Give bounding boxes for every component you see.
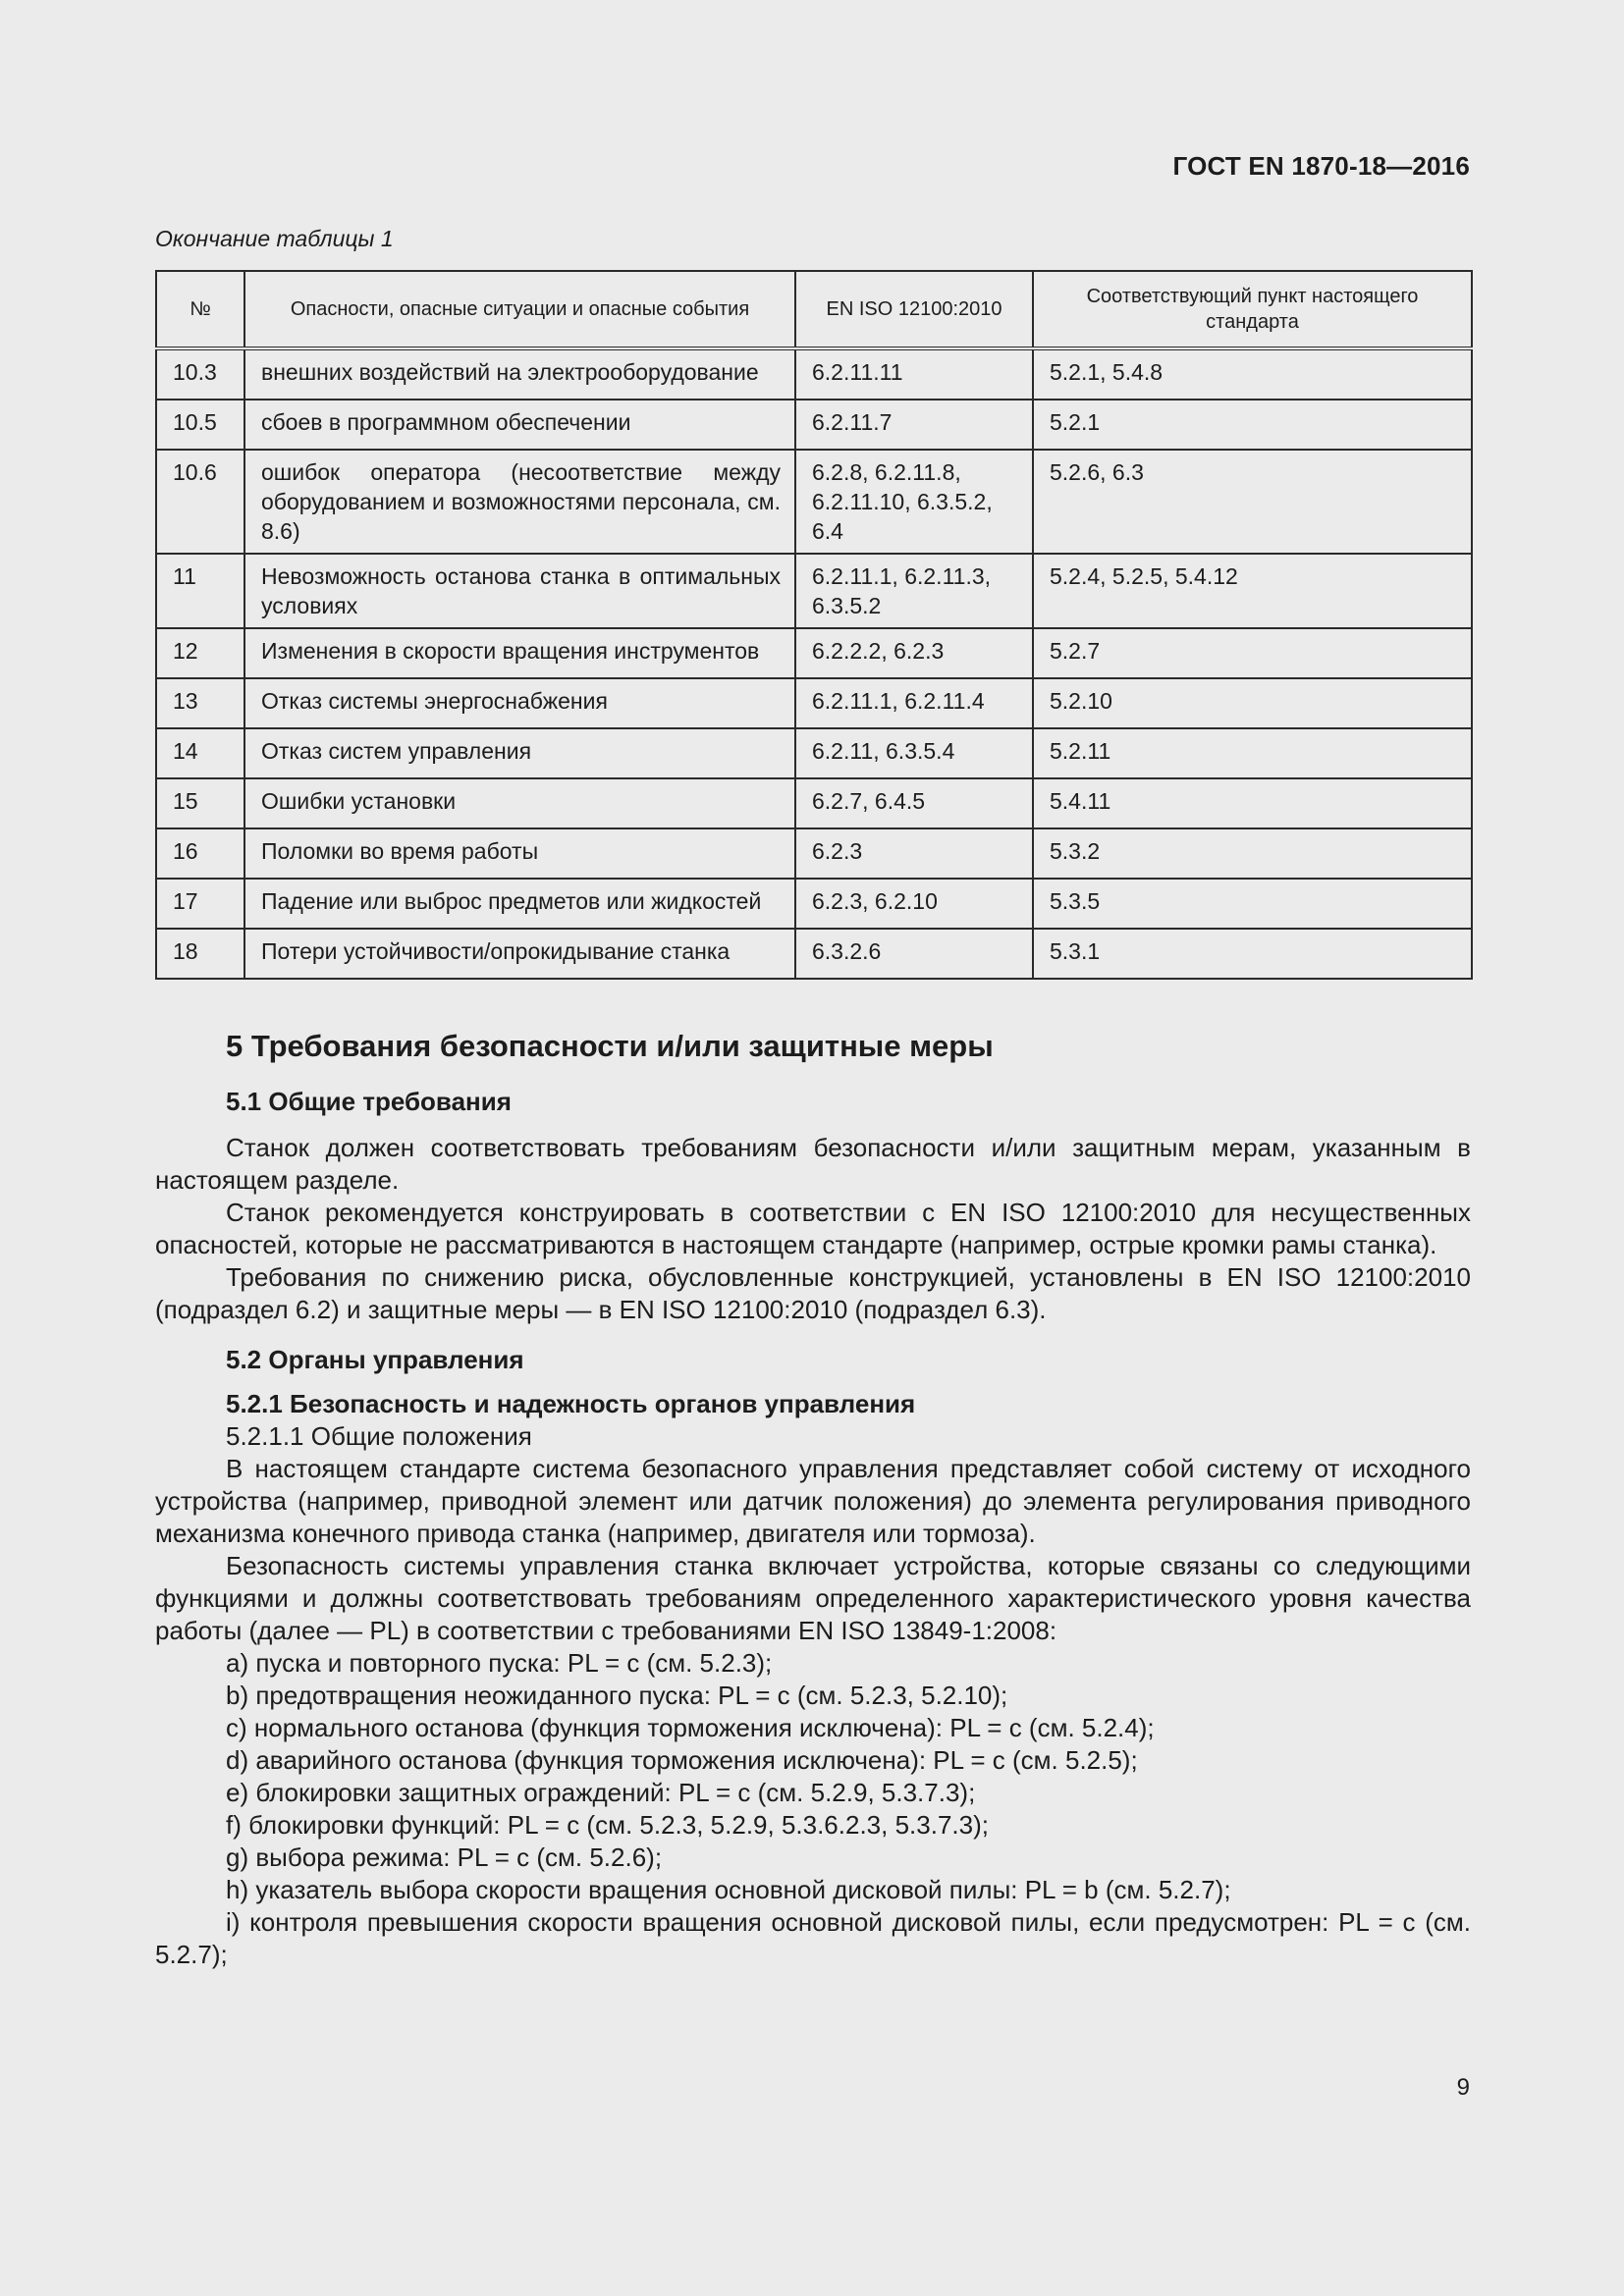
table-row: [156, 450, 1472, 554]
table-header-row: [156, 271, 1472, 348]
table-row: [156, 778, 1472, 828]
cell-clause: 5.2.6, 6.3: [1033, 450, 1472, 554]
cell-en-iso: 6.2.11.11: [795, 348, 1033, 400]
list-item: b) предотвращения неожиданного пуска: PL = с (см. 5.2.3, 5.2.10);: [226, 1681, 1008, 1710]
cell-hazard: Отказ систем управления: [244, 728, 795, 778]
section-5-2-1-1-heading: 5.2.1.1 Общие положения: [226, 1421, 532, 1451]
cell-number: 10.5: [156, 400, 244, 450]
column-header-number: №: [156, 271, 244, 348]
document-code-header: ГОСТ EN 1870-18—2016: [1172, 151, 1470, 181]
cell-number: 13: [156, 678, 244, 728]
cell-clause: 5.3.1: [1033, 929, 1472, 979]
section-5-body: [155, 1027, 1471, 1971]
table-caption: Окончание таблицы 1: [155, 226, 394, 251]
table-row: [156, 828, 1472, 879]
cell-en-iso: 6.2.3: [795, 828, 1033, 879]
cell-clause: 5.4.11: [1033, 778, 1472, 828]
table-row: [156, 554, 1472, 628]
section-5-1-heading: 5.1 Общие требования: [226, 1087, 512, 1116]
list-item: d) аварийного останова (функция торможения исключена): PL = с (см. 5.2.5);: [226, 1745, 1138, 1775]
section-5-2-1-heading: 5.2.1 Безопасность и надежность органов управления: [226, 1389, 916, 1418]
cell-hazard: Потери устойчивости/опрокидывание станка: [244, 929, 795, 979]
cell-clause: 5.2.11: [1033, 728, 1472, 778]
cell-hazard: ошибок оператора (несоответствие между оборудованием и возможностями персонала, см. 8.6): [244, 450, 795, 554]
cell-clause: 5.3.5: [1033, 879, 1472, 929]
cell-number: 15: [156, 778, 244, 828]
table-row: [156, 678, 1472, 728]
list-item: с) нормального останова (функция торможения исключена): PL = с (см. 5.2.4);: [226, 1713, 1155, 1742]
cell-hazard: внешних воздействий на электрооборудование: [244, 348, 795, 400]
list-item: h) указатель выбора скорости вращения основной дисковой пилы: PL = b (см. 5.2.7);: [226, 1875, 1231, 1904]
cell-hazard: Ошибки установки: [244, 778, 795, 828]
list-item: f) блокировки функций: PL = с (см. 5.2.3, 5.2.9, 5.3.6.2.3, 5.3.7.3);: [226, 1810, 989, 1840]
cell-clause: 5.2.1: [1033, 400, 1472, 450]
cell-number: 18: [156, 929, 244, 979]
paragraph: В настоящем стандарте система безопасного управления представляет собой систему от исходного устройства (например, приводной элемент или датчик положения) до элемента регулирования приводного механизма конечного привода станка (например, двигателя или тормоза).: [155, 1454, 1471, 1548]
cell-en-iso: 6.2.11.1, 6.2.11.3, 6.3.5.2: [795, 554, 1033, 628]
cell-en-iso: 6.2.2.2, 6.2.3: [795, 628, 1033, 678]
cell-hazard: сбоев в программном обеспечении: [244, 400, 795, 450]
table-row: [156, 929, 1472, 979]
cell-number: 16: [156, 828, 244, 879]
list-item: i) контроля превышения скорости вращения основной дисковой пилы, если предусмотрен: PL = с (см. 5.2.7);: [155, 1907, 1471, 1969]
page-number: 9: [1456, 2074, 1470, 2101]
cell-clause: 5.2.4, 5.2.5, 5.4.12: [1033, 554, 1472, 628]
cell-hazard: Отказ системы энергоснабжения: [244, 678, 795, 728]
paragraph: Станок рекомендуется конструировать в соответствии с EN ISO 12100:2010 для несущественных опасностей, которые не рассматриваются в настоящем стандарте (например, острые кромки рамы станка).: [155, 1198, 1471, 1259]
paragraph: Безопасность системы управления станка включает устройства, которые связаны со следующими функциями и должны соответствовать требованиям определенного характеристического уровня качества работы (далее — PL) в соответствии с требованиями EN ISO 13849-1:2008:: [155, 1551, 1471, 1645]
hazards-table: [155, 270, 1473, 980]
cell-hazard: Изменения в скорости вращения инструментов: [244, 628, 795, 678]
cell-number: 11: [156, 554, 244, 628]
cell-clause: 5.2.1, 5.4.8: [1033, 348, 1472, 400]
cell-hazard: Невозможность останова станка в оптимальных условиях: [244, 554, 795, 628]
column-header-clause: Соответствующий пункт настоящего стандарта: [1033, 271, 1472, 348]
cell-clause: 5.2.10: [1033, 678, 1472, 728]
table-row: [156, 348, 1472, 400]
table-row: [156, 400, 1472, 450]
cell-number: 10.6: [156, 450, 244, 554]
column-header-hazard: Опасности, опасные ситуации и опасные события: [244, 271, 795, 348]
cell-en-iso: 6.2.3, 6.2.10: [795, 879, 1033, 929]
section-5-heading: 5 Требования безопасности и/или защитные меры: [226, 1029, 994, 1063]
column-header-en-iso: EN ISO 12100:2010: [795, 271, 1033, 348]
cell-hazard: Поломки во время работы: [244, 828, 795, 879]
cell-number: 12: [156, 628, 244, 678]
cell-number: 14: [156, 728, 244, 778]
cell-en-iso: 6.2.8, 6.2.11.8, 6.2.11.10, 6.3.5.2, 6.4: [795, 450, 1033, 554]
list-item: g) выбора режима: PL = с (см. 5.2.6);: [226, 1842, 663, 1872]
table-row: [156, 628, 1472, 678]
paragraph: Станок должен соответствовать требованиям безопасности и/или защитным мерам, указанным в настоящем разделе.: [155, 1133, 1471, 1195]
cell-hazard: Падение или выброс предметов или жидкостей: [244, 879, 795, 929]
table-row: [156, 728, 1472, 778]
cell-en-iso: 6.3.2.6: [795, 929, 1033, 979]
section-5-2-heading: 5.2 Органы управления: [226, 1345, 524, 1374]
cell-en-iso: 6.2.11, 6.3.5.4: [795, 728, 1033, 778]
list-item: а) пуска и повторного пуска: PL = с (см. 5.2.3);: [226, 1648, 773, 1678]
table-row: [156, 879, 1472, 929]
cell-en-iso: 6.2.11.1, 6.2.11.4: [795, 678, 1033, 728]
cell-number: 10.3: [156, 348, 244, 400]
cell-clause: 5.2.7: [1033, 628, 1472, 678]
cell-en-iso: 6.2.7, 6.4.5: [795, 778, 1033, 828]
cell-clause: 5.3.2: [1033, 828, 1472, 879]
paragraph: Требования по снижению риска, обусловленные конструкцией, установлены в EN ISO 12100:2010 (подраздел 6.2) и защитные меры — в EN ISO 12100:2010 (подраздел 6.3).: [155, 1262, 1471, 1324]
cell-en-iso: 6.2.11.7: [795, 400, 1033, 450]
list-item: е) блокировки защитных ограждений: PL = с (см. 5.2.9, 5.3.7.3);: [226, 1778, 976, 1807]
cell-number: 17: [156, 879, 244, 929]
